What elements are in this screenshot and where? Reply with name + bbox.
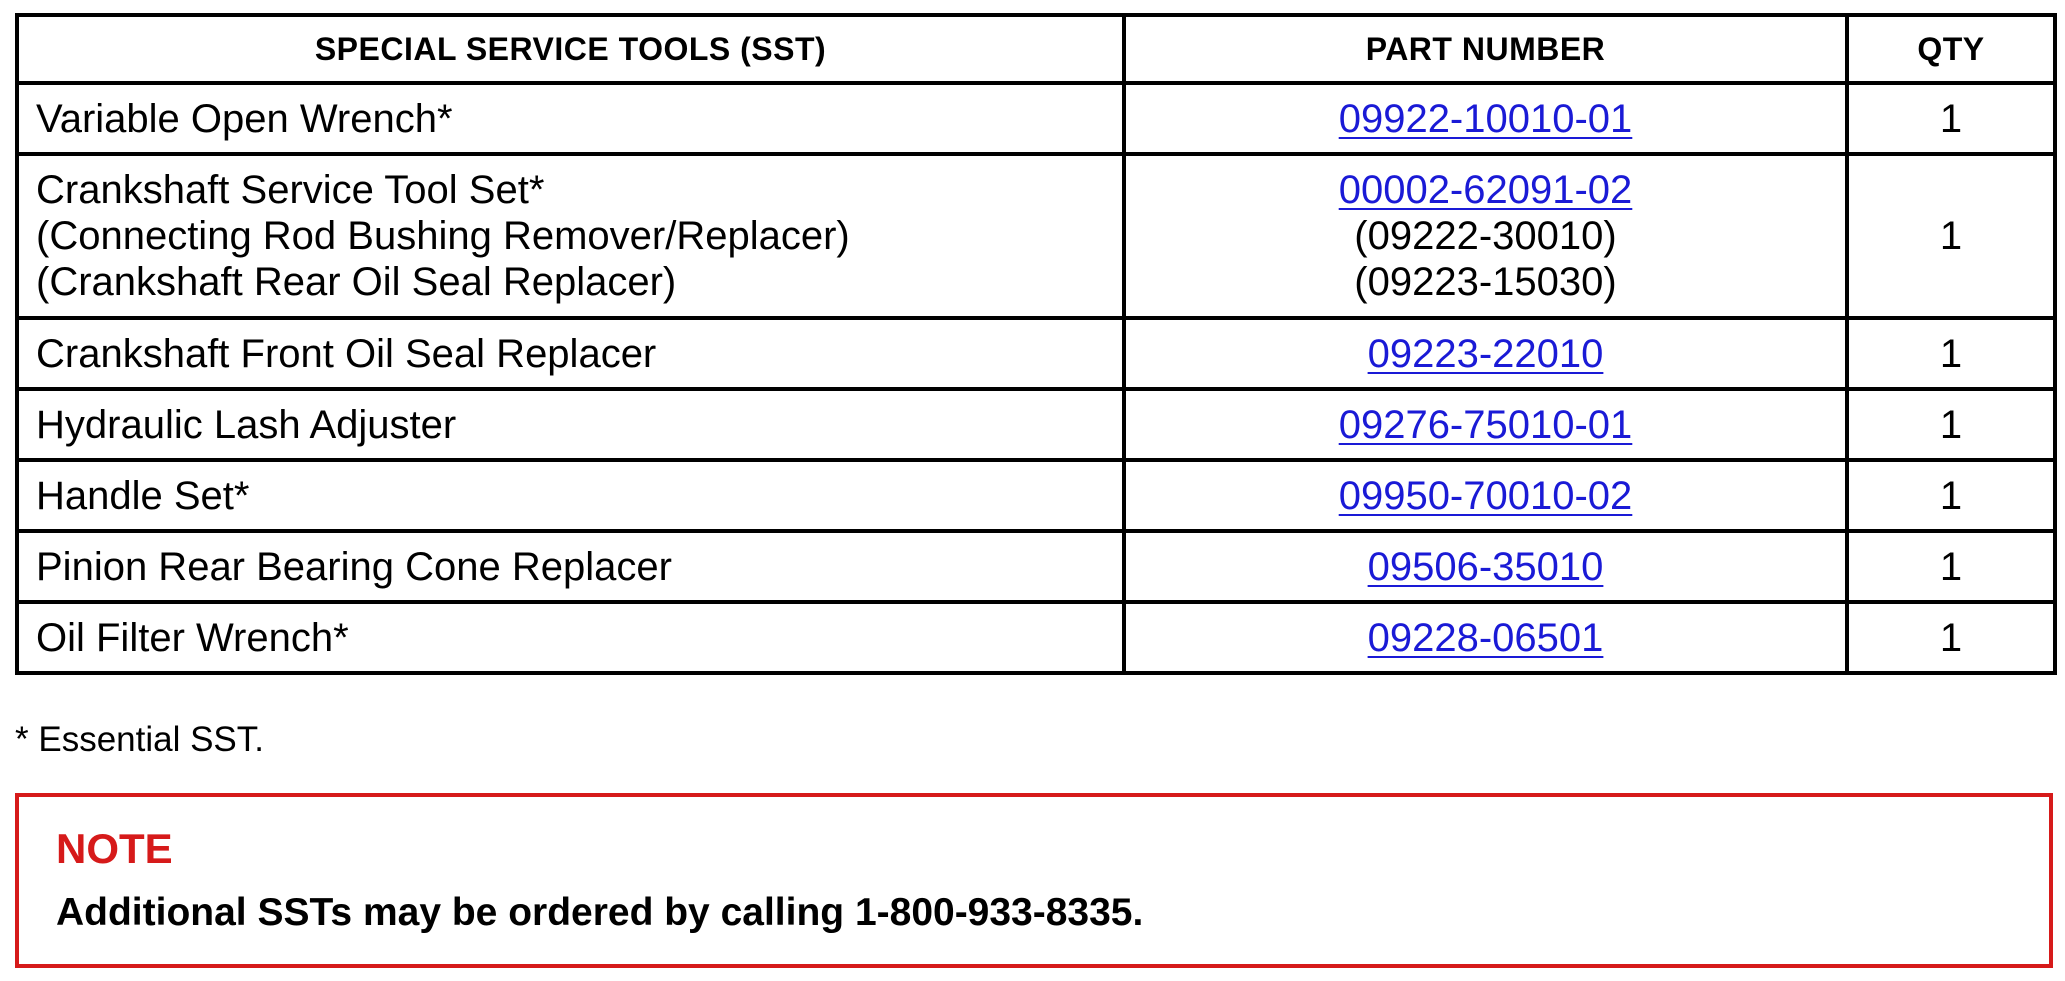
tool-name: Hydraulic Lash Adjuster: [36, 402, 457, 447]
table-row: [17, 602, 2055, 673]
note-text: Additional SSTs may be ordered by calling 1-800-933-8335.: [56, 891, 1144, 934]
header-tools: SPECIAL SERVICE TOOLS (SST): [17, 15, 1124, 83]
table-header-row: [17, 15, 2055, 83]
tool-name-cell: [17, 460, 1124, 531]
qty-cell: 1: [1847, 531, 2055, 602]
part-number-cell: [1124, 460, 1847, 531]
qty-cell: 1: [1847, 389, 2055, 460]
part-number-cell: [1124, 83, 1847, 154]
part-number-cell: [1124, 389, 1847, 460]
qty-cell: 1: [1847, 154, 2055, 318]
part-number-cell: [1124, 318, 1847, 389]
tool-name: Crankshaft Front Oil Seal Replacer: [36, 331, 657, 376]
sst-table: [15, 13, 2057, 675]
part-number-link[interactable]: 09506-35010: [1367, 544, 1604, 589]
tool-name: Variable Open Wrench*: [36, 96, 453, 141]
tool-name-cell: [17, 602, 1124, 673]
sub-part-number: (09222-30010): [1354, 214, 1617, 258]
tool-name-cell: [17, 389, 1124, 460]
part-number-link[interactable]: 09950-70010-02: [1338, 473, 1633, 518]
table-row: [17, 531, 2055, 602]
note-title: NOTE: [56, 825, 173, 872]
table-row: [17, 83, 2055, 154]
tool-name-cell: [17, 83, 1124, 154]
header-qty: QTY: [1847, 15, 2055, 83]
qty-cell: 1: [1847, 460, 2055, 531]
header-part-number: PART NUMBER: [1124, 15, 1847, 83]
part-number-link[interactable]: 09276-75010-01: [1338, 402, 1633, 447]
tool-name-cell: [17, 154, 1124, 318]
qty-cell: 1: [1847, 318, 2055, 389]
footnote: * Essential SST.: [15, 720, 264, 759]
table-row: [17, 318, 2055, 389]
tool-subitem: (Crankshaft Rear Oil Seal Replacer): [36, 260, 677, 304]
tool-name: Crankshaft Service Tool Set*: [36, 168, 545, 212]
table-row: [17, 154, 2055, 318]
part-number-link[interactable]: 00002-62091-02: [1338, 168, 1633, 212]
tool-name: Handle Set*: [36, 473, 250, 518]
part-number-link[interactable]: 09228-06501: [1367, 615, 1604, 660]
table-row: [17, 460, 2055, 531]
sub-part-number: (09223-15030): [1354, 260, 1617, 304]
tool-name-cell: [17, 531, 1124, 602]
part-number-cell: [1124, 531, 1847, 602]
qty-cell: 1: [1847, 602, 2055, 673]
part-number-cell: [1124, 602, 1847, 673]
part-number-cell: [1124, 154, 1847, 318]
part-number-link[interactable]: 09223-22010: [1367, 331, 1604, 376]
qty-cell: 1: [1847, 83, 2055, 154]
tool-subitem: (Connecting Rod Bushing Remover/Replacer): [36, 214, 850, 258]
table-row: [17, 389, 2055, 460]
part-number-link[interactable]: 09922-10010-01: [1338, 96, 1633, 141]
tool-name: Pinion Rear Bearing Cone Replacer: [36, 544, 672, 589]
note-box: [15, 793, 2053, 968]
tool-name: Oil Filter Wrench*: [36, 615, 349, 660]
tool-name-cell: [17, 318, 1124, 389]
